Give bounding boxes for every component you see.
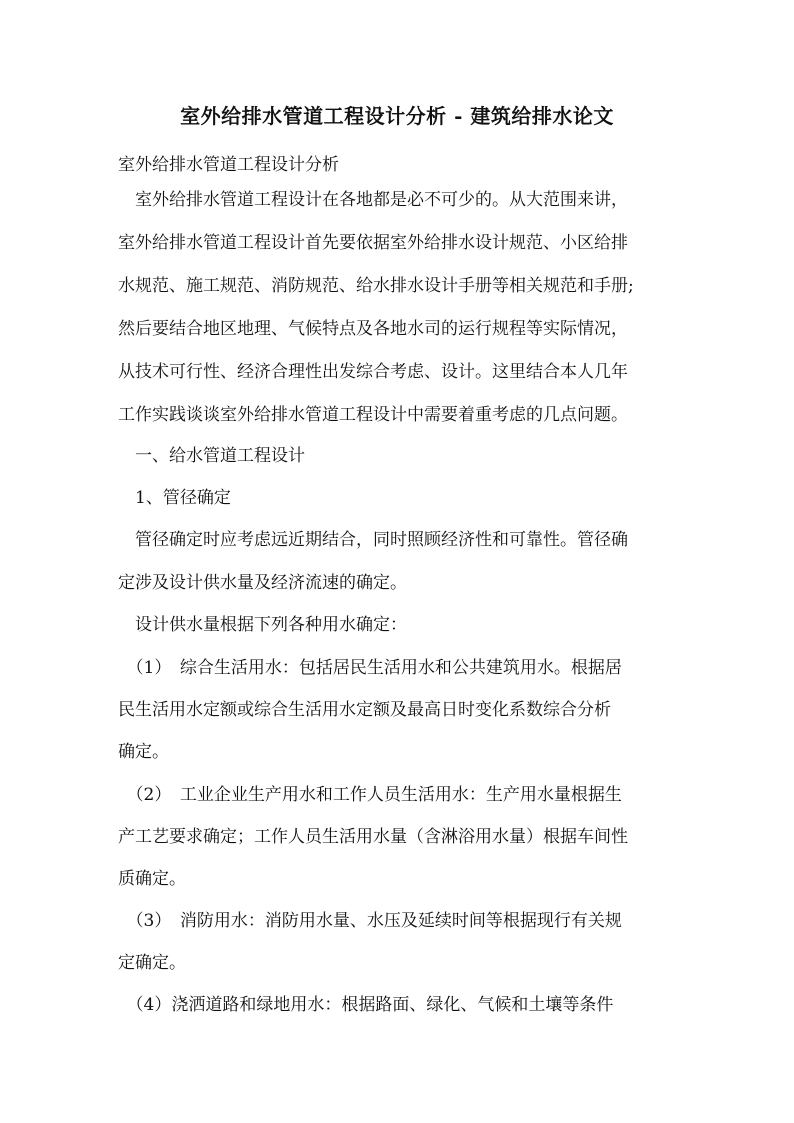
list-item-line: （1） 综合生活用水：包括居民生活用水和公共建筑用水。根据居 <box>118 658 622 678</box>
list-item-line: 产工艺要求确定；工作人员生活用水量（含淋浴用水量）根据车间性 <box>118 827 628 847</box>
paragraph-line: 室外给排水管道工程设计首先要依据室外给排水设计规范、小区给排 <box>118 233 628 253</box>
list-item-line: 定确定。 <box>118 953 186 973</box>
section-heading: 一、给水管道工程设计 <box>118 446 305 466</box>
list-item-line: （4）浇洒道路和绿地用水：根据路面、绿化、气候和土壤等条件 <box>118 995 614 1015</box>
document-title: 室外给排水管道工程设计分析 - 建筑给排水论文 <box>180 104 614 128</box>
paragraph-line: 工作实践谈谈室外给排水管道工程设计中需要着重考虑的几点问题。 <box>118 405 628 425</box>
list-item-line: 确定。 <box>118 742 169 762</box>
paragraph-line: 然后要结合地区地理、气候特点及各地水司的运行规程等实际情况， <box>118 319 628 339</box>
list-item-line: （3） 消防用水：消防用水量、水压及延续时间等根据现行有关规 <box>118 911 622 931</box>
paragraph-line: 管径确定时应考虑远近期结合，同时照顾经济性和可靠性。管径确 <box>118 530 628 550</box>
list-item-line: 民生活用水定额或综合生活用水定额及最高日时变化系数综合分析 <box>118 700 611 720</box>
paragraph-line: 水规范、施工规范、消防规范、给水排水设计手册等相关规范和手册; <box>118 276 634 296</box>
list-item-line: （2） 工业企业生产用水和工作人员生活用水：生产用水量根据生 <box>118 785 622 805</box>
paragraph-line: 定涉及设计供水量及经济流速的确定。 <box>118 573 407 593</box>
document-subtitle: 室外给排水管道工程设计分析 <box>118 155 339 175</box>
paragraph-line: 设计供水量根据下列各种用水确定： <box>118 615 407 635</box>
subsection-heading: 1、管径确定 <box>118 488 231 508</box>
list-item-line: 质确定。 <box>118 869 186 889</box>
paragraph-line: 从技术可行性、经济合理性出发综合考虑、设计。这里结合本人几年 <box>118 362 628 382</box>
paragraph-line: 室外给排水管道工程设计在各地都是必不可少的。从大范围来讲， <box>118 190 628 210</box>
